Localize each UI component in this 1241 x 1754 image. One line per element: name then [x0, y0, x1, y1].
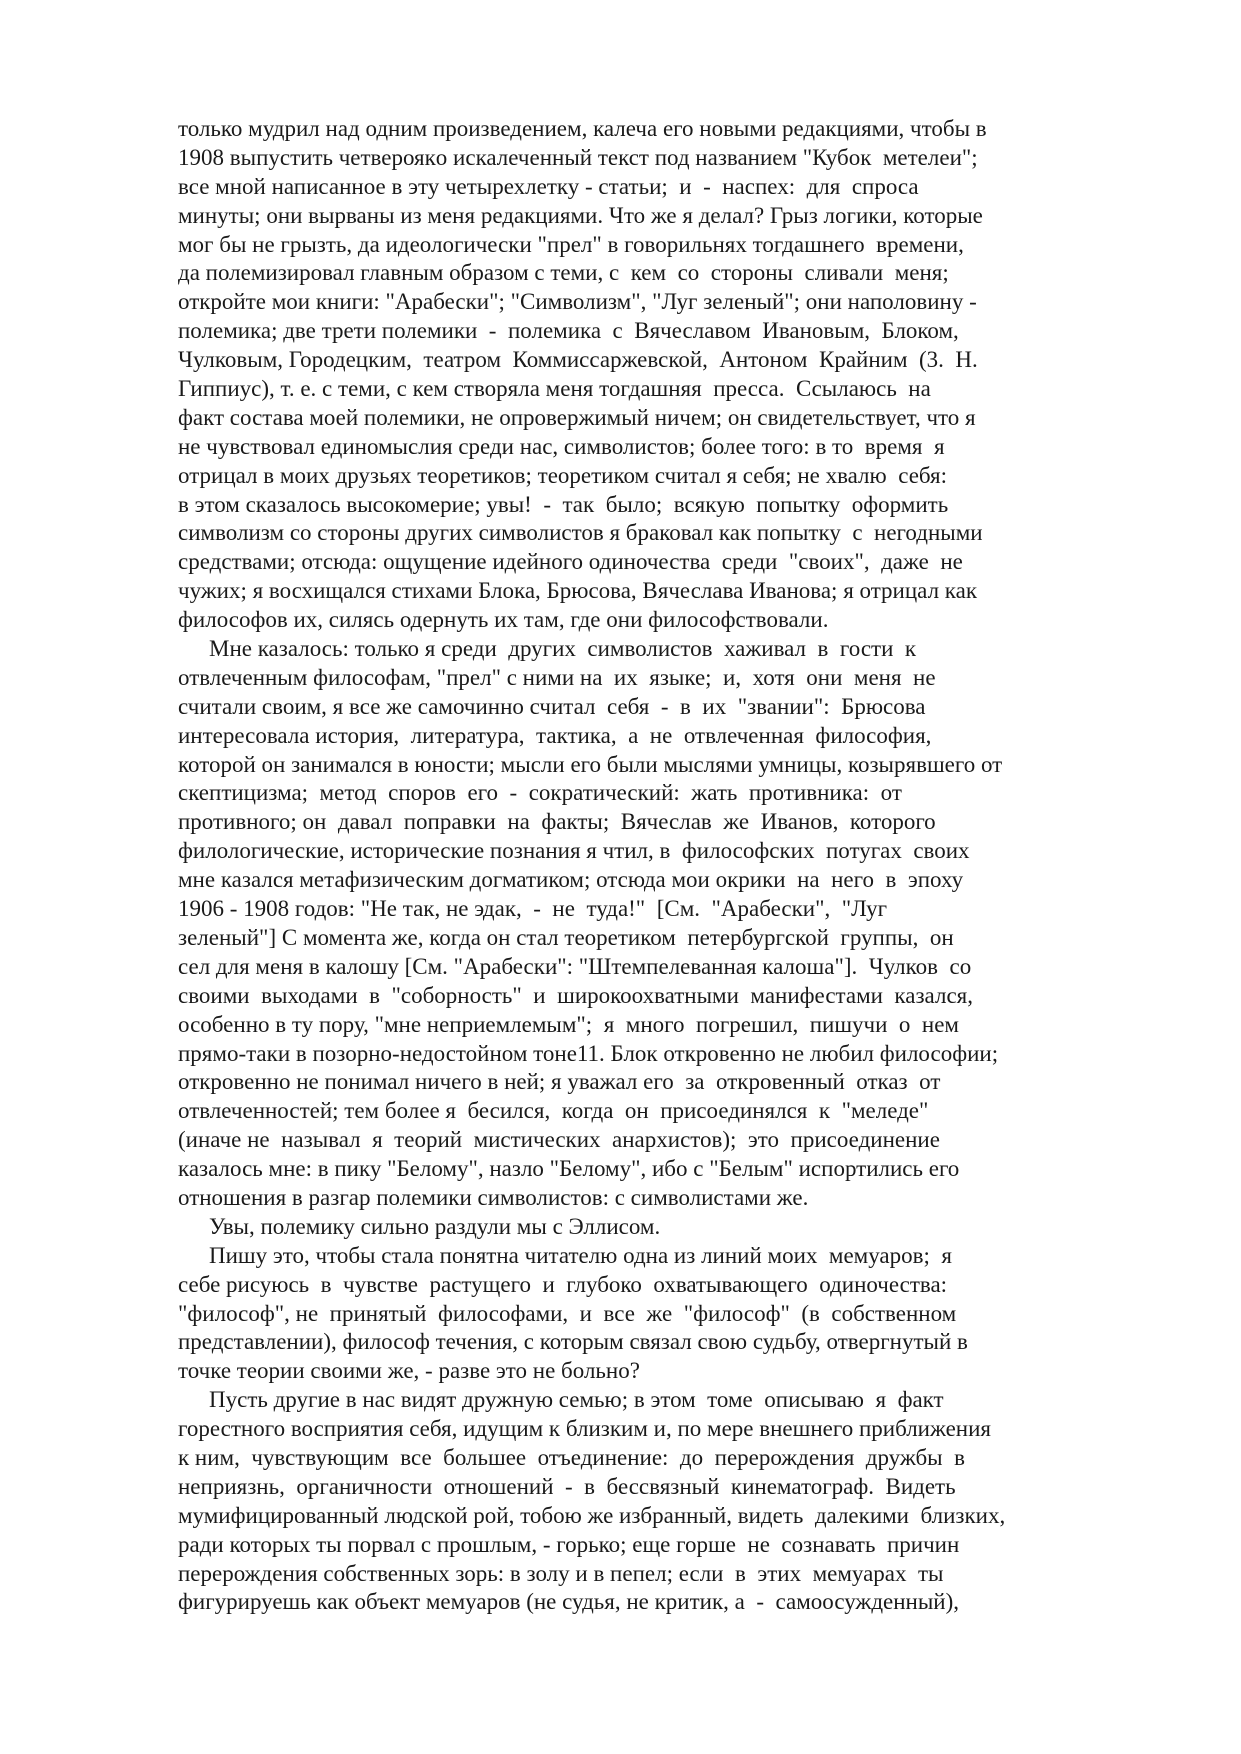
- text-line: чужих; я восхищался стихами Блока, Брюсова, Вячеслава Иванова; я отрицал как: [178, 578, 978, 604]
- text-line: интересовала история, литература, тактика, а не отвлеченная философия,: [178, 722, 932, 748]
- text-line: 1906 - 1908 годов: "Не так, не эдак, - не туда!" [См. "Арабески", "Луг: [178, 896, 888, 922]
- paragraph: [178, 1213, 1098, 1242]
- text-line: Чулковым, Городецким, театром Коммиссаржевской, Антоном Крайним (3. Н.: [178, 347, 978, 373]
- paragraph: [178, 635, 1098, 1213]
- text-line: отвлеченным философам, "прел" с ними на их языке; и, хотя они меня не: [178, 664, 936, 690]
- text-line: минуты; они вырваны из меня редакциями. Что же я делал? Грыз логики, которые: [178, 202, 983, 228]
- text-line: которой он занимался в юности; мысли его были мыслями умницы, козырявшего от: [178, 751, 1003, 777]
- text-line: не чувствовал единомыслия среди нас, символистов; более того: в то время я: [178, 433, 945, 459]
- text-line: в этом сказалось высокомерие; увы! - так было; всякую попытку оформить: [178, 491, 949, 517]
- text-line: факт состава моей полемики, не опровержимый ничем; он свидетельствует, что я: [178, 404, 976, 430]
- text-line: философов их, силясь одернуть их там, где они философствовали.: [178, 607, 829, 633]
- text-line: отвлеченностей; тем более я бесился, когда он присоединялся к "меледе": [178, 1098, 929, 1124]
- text-line: Гиппиус), т. е. с теми, с кем створяла меня тогдашняя пресса. Ссылаюсь на: [178, 376, 931, 402]
- text-line: филологические, исторические познания я чтил, в философских потугах своих: [178, 838, 970, 864]
- text-line: отрицал в моих друзьях теоретиков; теоретиком считал я себя; не хвалю себя:: [178, 462, 948, 488]
- text-line: себе рисуюсь в чувстве растущего и глубоко охватывающего одиночества:: [178, 1271, 948, 1297]
- text-line: представлении), философ течения, с которым связал свою судьбу, отвергнутый в: [178, 1329, 968, 1355]
- text-line: да полемизировал главным образом с теми, с кем со стороны сливали меня;: [178, 260, 949, 286]
- text-line: сел для меня в калошу [См. "Арабески": "Штемпелеванная калоша"]. Чулков со: [178, 953, 972, 979]
- text-line: откровенно не понимал ничего в ней; я уважал его за откровенный отказ от: [178, 1069, 941, 1095]
- text-line: Увы, полемику сильно раздули мы с Эллисом.: [209, 1213, 661, 1239]
- text-line: фигурируешь как объект мемуаров (не судья, не критик, а - самоосужденный),: [178, 1589, 960, 1615]
- text-line: "философ", не принятый философами, и все же "философ" (в собственном: [178, 1300, 957, 1326]
- text-line: точке теории своими же, - разве это не больно?: [178, 1358, 640, 1384]
- text-line: своими выходами в "соборность" и широкоохватными манифестами казался,: [178, 982, 973, 1008]
- text-line: Мне казалось: только я среди других символистов хаживал в гости к: [209, 636, 917, 662]
- text-line: горестного восприятия себя, идущим к близким и, по мере внешнего приближения: [178, 1416, 991, 1442]
- text-line: зеленый"] С момента же, когда он стал теоретиком петербургской группы, он: [178, 924, 954, 950]
- text-line: полемика; две трети полемики - полемика с Вячеславом Ивановым, Блоком,: [178, 318, 959, 344]
- text-line: ради которых ты порвал с прошлым, - горько; еще горше не сознавать причин: [178, 1531, 960, 1557]
- text-line: средствами; отсюда: ощущение идейного одиночества среди "своих", даже не: [178, 549, 963, 575]
- text-line: символизм со стороны других символистов я браковал как попытку с негодными: [178, 520, 983, 546]
- text-line: неприязнь, органичности отношений - в бессвязный кинематограф. Видеть: [178, 1473, 956, 1499]
- text-line: казалось мне: в пику "Белому", назло "Белому", ибо с "Белым" испортились его: [178, 1156, 960, 1182]
- paragraph: [178, 1242, 1098, 1386]
- paragraph: [178, 115, 1098, 635]
- document-body: [178, 115, 1098, 1617]
- text-line: мумифицированный людской рой, тобою же избранный, видеть далекими близких,: [178, 1502, 1006, 1528]
- text-line: отношения в разгар полемики символистов: с символистами же.: [178, 1184, 809, 1210]
- text-line: мне казался метафизическим догматиком; отсюда мои окрики на него в эпоху: [178, 867, 964, 893]
- text-line: мог бы не грызть, да идеологически "прел" в говорильнях тогдашнего времени,: [178, 231, 964, 257]
- text-line: все мной написанное в эту четырехлетку - статьи; и - наспех: для спроса: [178, 173, 919, 199]
- text-line: противного; он давал поправки на факты; Вячеслав же Иванов, которого: [178, 809, 936, 835]
- text-line: только мудрил над одним произведением, калеча его новыми редакциями, чтобы в: [178, 116, 987, 141]
- text-line: скептицизма; метод споров его - сократический: жать противника: от: [178, 780, 902, 806]
- text-line: 1908 выпустить четвероякo искалеченный текст под названием "Кубок метелеи";: [178, 144, 978, 170]
- text-line: Пишу это, чтобы стала понятна читателю одна из линий моих мемуаров; я: [209, 1242, 952, 1268]
- text-line: особенно в ту пору, "мне неприемлемым"; я много погрешил, пишучи о нем: [178, 1011, 959, 1037]
- text-line: к ним, чувствующим все большее отъединение: до перерождения дружбы в: [178, 1444, 965, 1470]
- text-line: откройте мои книги: "Арабески"; "Символизм", "Луг зеленый"; они наполовину -: [178, 289, 977, 315]
- text-line: считали своим, я все же самочинно считал себя - в их "звании": Брюсова: [178, 693, 926, 719]
- text-line: Пусть другие в нас видят дружную семью; в этом томе описываю я факт: [209, 1387, 944, 1413]
- paragraph: [178, 1386, 1098, 1617]
- text-line: прямо-таки в позорно-недостойном тоне11. Блок откровенно не любил философии;: [178, 1040, 999, 1066]
- text-line: перерождения собственных зорь: в золу и в пепел; если в этих мемуарах ты: [178, 1560, 944, 1586]
- text-line: (иначе не называл я теорий мистических анархистов); это присоединение: [178, 1127, 940, 1153]
